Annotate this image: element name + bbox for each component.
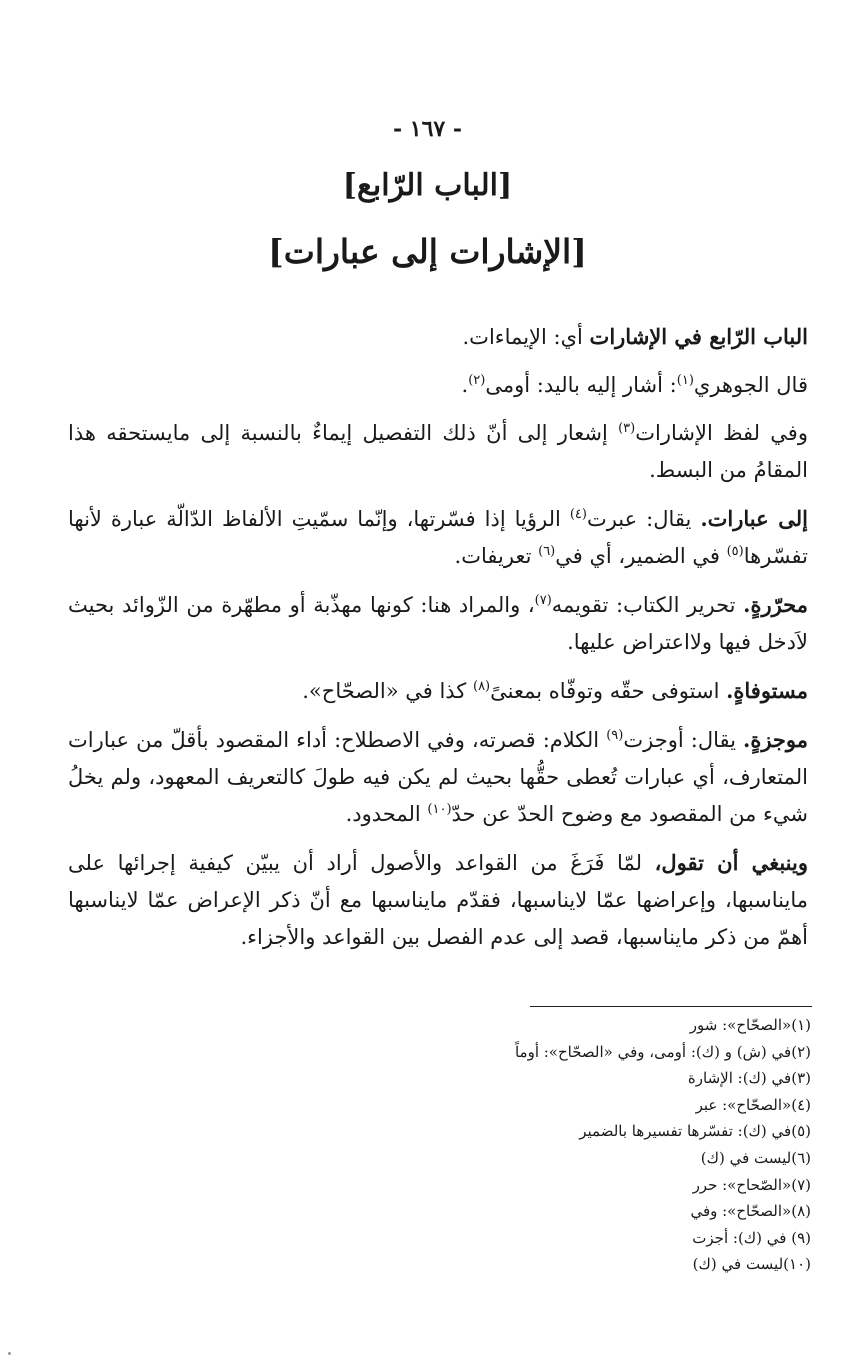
footnote-text: في (ك): تفسّرها تفسيرها بالضمير: [579, 1122, 792, 1141]
footnote-item: [451, 1039, 811, 1066]
lead-term: الباب الرّابع في الإشارات: [589, 324, 808, 349]
lead-term: موجزةٍ.: [743, 727, 808, 752]
footnotes-list: [451, 1012, 811, 1278]
footnote-text: «الصحّاح»: وفي: [690, 1202, 792, 1221]
paragraph-text: قال الجوهري: [693, 373, 808, 397]
paragraph-text: : أشار إليه باليد: أومى: [485, 373, 677, 397]
footnote-ref: (٢): [468, 373, 486, 388]
footnote-number: (٧): [791, 1175, 811, 1194]
footnote-item: [451, 1145, 811, 1172]
footnote-item: [451, 1118, 811, 1145]
lead-term: مستوفاةٍ.: [726, 678, 808, 703]
paragraph-text: .: [461, 373, 469, 397]
paragraph-text: الرؤيا إذا فسّرتها، وإنّما سمّيتِ الألفاظ الدّالّة عبارة لأنها تفسّرها: [68, 507, 808, 568]
footnote-text: «الصّحاح»: حرر: [692, 1175, 792, 1194]
paragraph-text: تحرير الكتاب: تقويمه: [551, 593, 744, 617]
footnote-ref: (٥): [726, 544, 744, 559]
paragraph-3: [68, 415, 808, 489]
footnote-ref: (٩): [606, 728, 624, 743]
paragraph-text: المحدود.: [345, 802, 428, 826]
paragraph-8: [68, 844, 808, 956]
paragraph-text: في الضمير، أي في: [555, 544, 727, 568]
lead-term: محرّرةٍ.: [743, 592, 808, 617]
footnote-number: (٥): [791, 1122, 811, 1141]
footnote-item: [451, 1251, 811, 1278]
footnote-item: [451, 1172, 811, 1199]
footnote-text: ليست في (ك): [700, 1148, 792, 1167]
paragraph-text: يقال: أوجزت: [623, 728, 744, 752]
lead-term: وينبغي أن تقول،: [654, 850, 808, 875]
footnote-ref: (١٠): [427, 802, 452, 817]
footnote-text: في (ش) و (ك): أومى، وفي «الصحّاح»: أوماً: [514, 1042, 792, 1061]
paragraph-1: [68, 318, 808, 356]
footnote-number: (٣): [791, 1069, 811, 1088]
paragraph-text: الكلام: قصرته، وفي الاصطلاح: أداء المقصود بأقلّ من عبارات المتعارف، أي عبارات تُعطى حقُّها بحيث لم يكن فيه طولَ كالتعريف المعهود، ولم يخلُ شيء من المقصود مع وضوح الحدّ عن حدّ: [68, 728, 808, 826]
footnote-ref: (١): [676, 373, 694, 388]
footnote-item: [451, 1198, 811, 1225]
paragraph-text: كذا في «الصحّاح».: [302, 679, 473, 703]
footnote-item: [451, 1065, 811, 1092]
footnote-item: [451, 1225, 811, 1252]
footnote-ref: (٣): [618, 421, 636, 436]
paragraph-text: أي: الإيماءات.: [462, 325, 590, 349]
footnote-number: (٦): [791, 1148, 811, 1167]
footnote-number: (١): [791, 1016, 811, 1034]
footnote-text: ليست في (ك): [692, 1255, 784, 1274]
paragraph-6: [68, 672, 808, 710]
chapter-title: [الباب الرّابع]: [342, 168, 513, 203]
footnote-ref: (٨): [472, 679, 491, 694]
paragraph-text: ، والمراد هنا: كونها مهذّبة أو مطهّرة من الزّوائد بحيث لاَدخل فيها ولااعتراض عليها.: [68, 593, 808, 654]
paragraph-text: يقال: عبرت: [586, 507, 701, 531]
footnote-text: «الصحّاح»: عبر: [695, 1095, 792, 1114]
footnote-text: «الصحّاح»: شور: [689, 1016, 792, 1034]
paragraph-2: [68, 367, 808, 404]
section-title: [الإشارات إلى عبارات]: [268, 232, 587, 271]
footnote-item: [451, 1092, 811, 1119]
footnote-number: (١٠): [783, 1255, 811, 1274]
footnote-text: في (ك): الإشارة: [687, 1069, 792, 1088]
paragraph-text: لمّا فَرَغَ من القواعد والأصول أراد أن يبيّن كيفية إجرائها على ماينا‌سبها، وإعراضها عمّا لايناسبها، فقدّم ماينا‌سبها مع أنّ ذكر الإعراض عمّا لايناسبها أهمّ من ذكر ماينا‌سبها، قصد إلى عدم الفصل بين القواعد والأجزاء.: [68, 851, 808, 949]
paragraph-7: [68, 721, 808, 833]
paragraph-text: تعريفات.: [454, 544, 539, 568]
footnote-number: (٩): [791, 1228, 811, 1247]
paragraph-5: [68, 586, 808, 661]
footnote-ref: (٧): [534, 593, 552, 608]
scan-speck: [8, 1352, 11, 1355]
lead-term: إلى عبارات.: [700, 506, 808, 531]
footnote-divider: [530, 1006, 812, 1007]
paragraph-4: [68, 500, 808, 575]
paragraph-text: استوفى حقّه وتوفّاه بمعنىً: [490, 679, 727, 703]
page-number: - ١٦٧ -: [392, 116, 463, 142]
footnote-number: (٢): [791, 1042, 811, 1061]
paragraph-text: إشعار إلى أنّ ذلك التفصيل إيماءٌ بالنسبة إلى مايستحقه هذا المقامُ من البسط.: [68, 421, 808, 482]
footnote-ref: (٦): [538, 544, 556, 559]
footnote-text: في (ك): أجزت: [692, 1228, 792, 1247]
footnote-number: (٨): [791, 1202, 811, 1221]
footnote-item: [451, 1012, 811, 1039]
footnote-number: (٤): [791, 1095, 811, 1114]
footnote-ref: (٤): [569, 507, 587, 522]
paragraph-text: وفي لفظ الإشارات: [635, 421, 808, 445]
body-text: [68, 318, 808, 967]
